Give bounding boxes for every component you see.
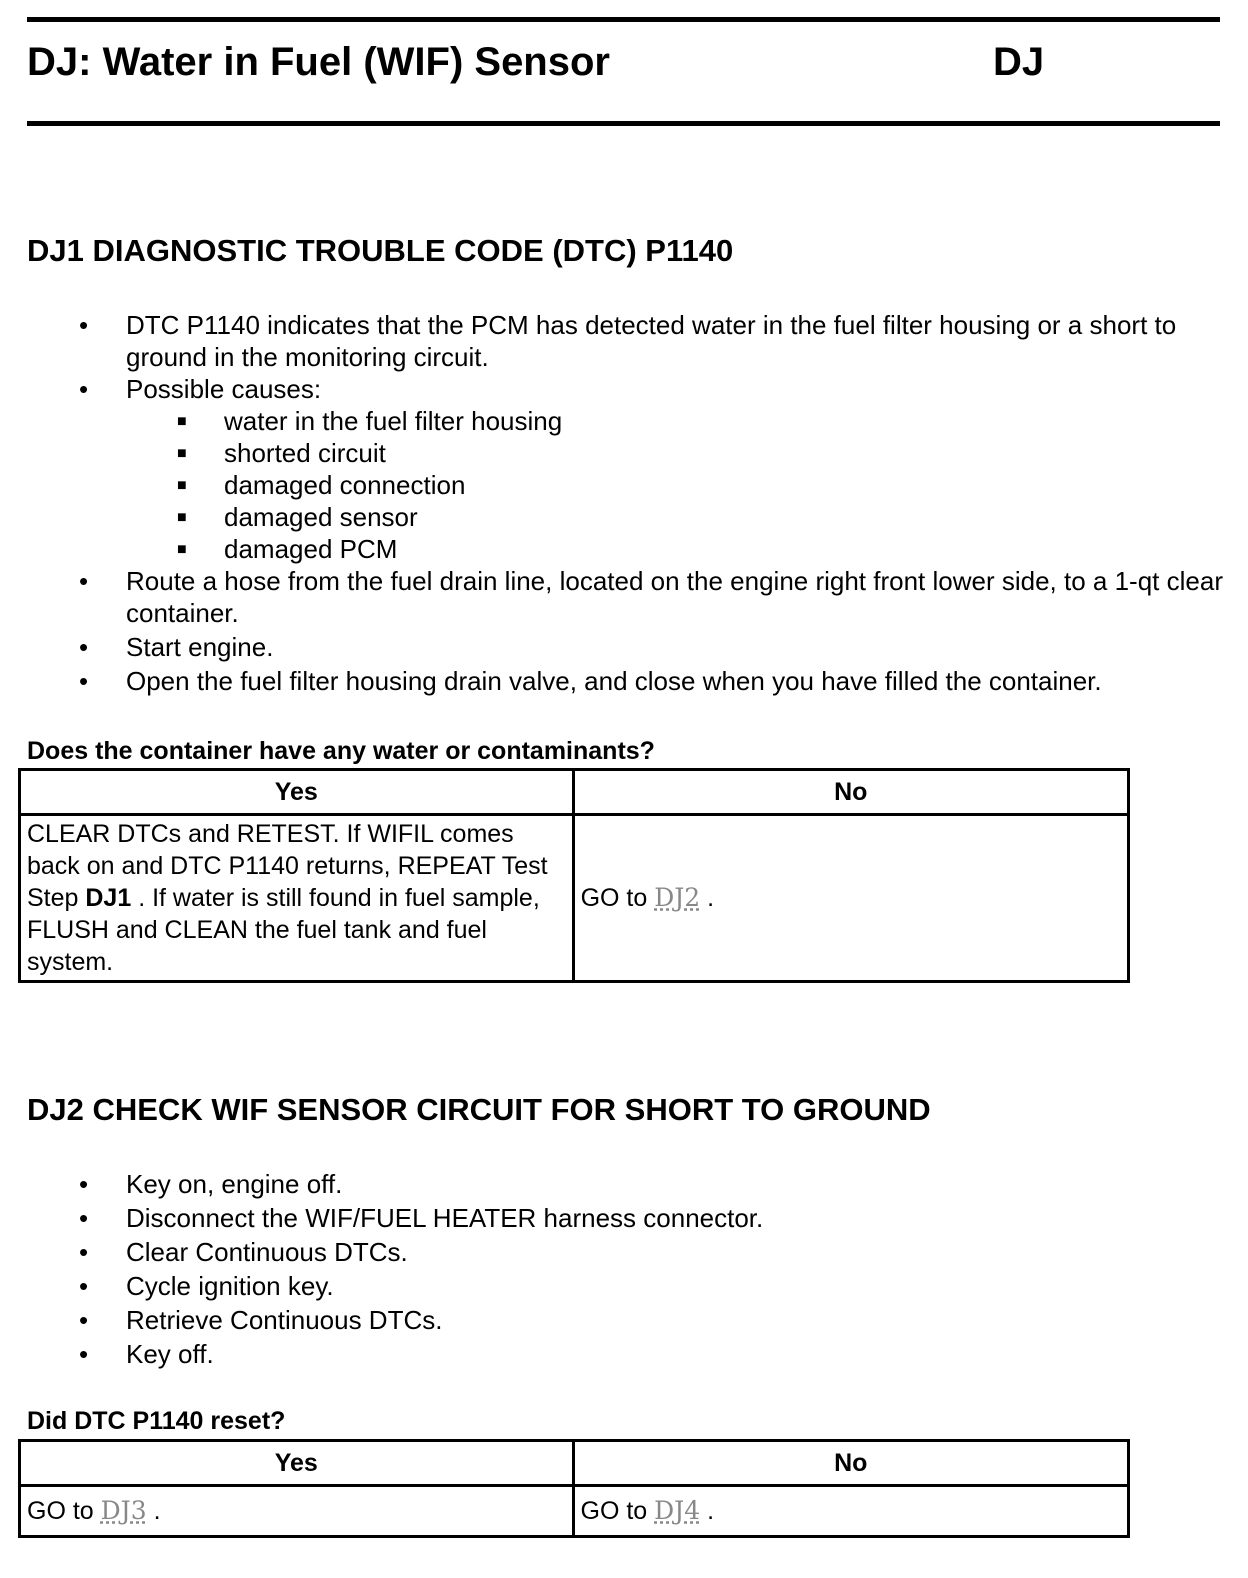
no-cell: GO to DJ2 . bbox=[573, 815, 1128, 982]
cause-item: ■ shorted circuit bbox=[177, 438, 386, 468]
list-item: • Retrieve Continuous DTCs. bbox=[79, 1305, 443, 1335]
list-item: • Disconnect the WIF/FUEL HEATER harness connector. bbox=[79, 1203, 764, 1233]
cause-item: ■ damaged PCM bbox=[177, 534, 398, 564]
cause-item: ■ damaged connection bbox=[177, 470, 466, 500]
bullet-icon: • bbox=[79, 1305, 89, 1335]
bullet-icon: • bbox=[79, 1169, 89, 1199]
top-rule bbox=[27, 17, 1220, 22]
list-item: • Possible causes: ■ water in the fuel filter housing ■ shorted circuit ■ damaged connection ■ damaged sensor ■ damaged PCM bbox=[0, 373, 1248, 565]
link-dj3[interactable]: DJ3 bbox=[100, 1496, 147, 1525]
yes-cell: GO to DJ3 . bbox=[20, 1486, 574, 1537]
no-header: No bbox=[573, 1441, 1129, 1486]
test-step-ref: DJ1 bbox=[85, 884, 132, 912]
table-header-row bbox=[20, 1441, 1129, 1486]
list-item: • Key off. bbox=[79, 1339, 214, 1369]
square-bullet-icon: ■ bbox=[177, 413, 187, 430]
bullet-icon: • bbox=[79, 566, 89, 596]
table-row bbox=[20, 815, 1129, 982]
link-dj2[interactable]: DJ2 bbox=[654, 883, 701, 912]
link-dj4[interactable]: DJ4 bbox=[654, 1496, 701, 1525]
bullet-icon: • bbox=[79, 632, 89, 662]
yes-header: Yes bbox=[20, 1441, 574, 1486]
bullet-icon: • bbox=[79, 1237, 89, 1267]
table-header-row bbox=[20, 770, 1129, 815]
dj2-answer-table bbox=[18, 1439, 1130, 1538]
dj1-heading: DJ1 DIAGNOSTIC TROUBLE CODE (DTC) P1140 bbox=[27, 233, 734, 268]
list-item: • Key on, engine off. bbox=[79, 1169, 343, 1199]
square-bullet-icon: ■ bbox=[177, 541, 187, 558]
list-item: • Cycle ignition key. bbox=[79, 1271, 334, 1301]
square-bullet-icon: ■ bbox=[177, 445, 187, 462]
bullet-icon: • bbox=[79, 666, 89, 696]
bullet-icon: • bbox=[79, 374, 89, 404]
bullet-icon: • bbox=[79, 1203, 89, 1233]
dj2-question: Did DTC P1140 reset? bbox=[27, 1407, 286, 1435]
list-item: • Clear Continuous DTCs. bbox=[79, 1237, 408, 1267]
cause-item: ■ water in the fuel filter housing bbox=[177, 406, 563, 436]
dj1-instructions bbox=[0, 309, 1248, 697]
yes-cell: CLEAR DTCs and RETEST. If WIFIL comes back on and DTC P1140 returns, REPEAT Test Step DJ1 . If water is still found in fuel sample, FLUSH and CLEAN the fuel tank and fuel system. bbox=[20, 815, 574, 982]
list-item: • DTC P1140 indicates that the PCM has detected water in the fuel filter housing or a short to ground in the monitoring circuit. bbox=[79, 310, 1177, 372]
no-header: No bbox=[573, 770, 1128, 815]
dj1-question: Does the container have any water or contaminants? bbox=[27, 737, 655, 765]
possible-causes-list bbox=[126, 405, 1248, 565]
no-cell: GO to DJ4 . bbox=[573, 1486, 1129, 1537]
table-row bbox=[20, 1486, 1129, 1537]
dj1-answer-table bbox=[18, 768, 1130, 983]
header-rule bbox=[27, 121, 1220, 126]
bullet-icon: • bbox=[79, 1271, 89, 1301]
list-item: • Route a hose from the fuel drain line, located on the engine right front lower side, to a 1-qt clear container. bbox=[79, 566, 1223, 628]
section-code: DJ bbox=[993, 40, 1045, 84]
dj2-instructions bbox=[0, 1167, 1248, 1371]
bullet-icon: • bbox=[79, 310, 89, 340]
yes-header: Yes bbox=[20, 770, 574, 815]
page-title: DJ: Water in Fuel (WIF) Sensor bbox=[27, 40, 610, 84]
list-item: • Start engine. bbox=[79, 632, 274, 662]
list-item: • Open the fuel filter housing drain valve, and close when you have filled the container. bbox=[79, 666, 1102, 696]
cause-item: ■ damaged sensor bbox=[177, 502, 418, 532]
dj2-heading: DJ2 CHECK WIF SENSOR CIRCUIT FOR SHORT TO GROUND bbox=[27, 1092, 931, 1127]
square-bullet-icon: ■ bbox=[177, 509, 187, 526]
bullet-icon: • bbox=[79, 1339, 89, 1369]
square-bullet-icon: ■ bbox=[177, 477, 187, 494]
